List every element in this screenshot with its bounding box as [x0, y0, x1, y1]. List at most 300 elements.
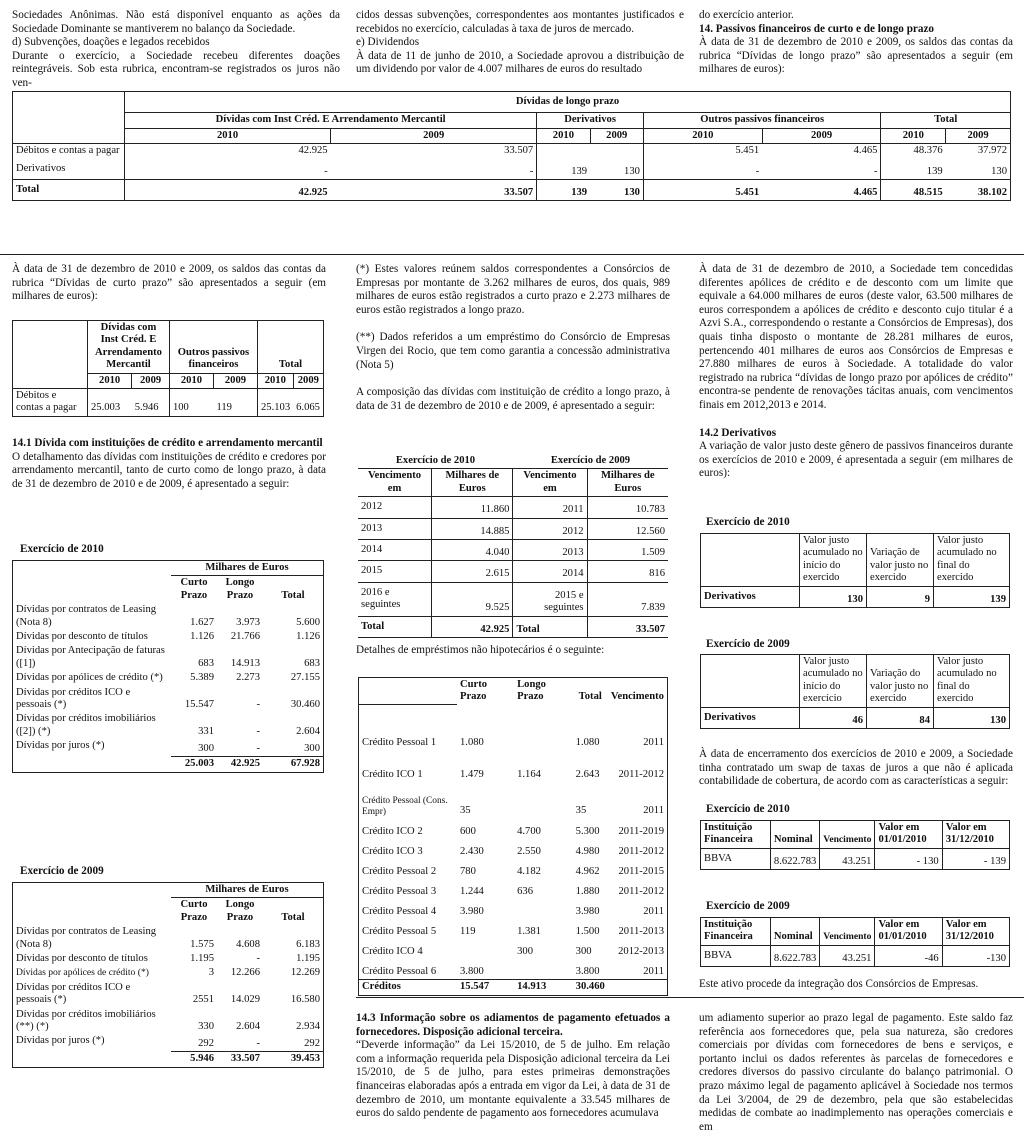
cell: 4.182: [517, 866, 541, 878]
cell: 8.622.783: [770, 945, 819, 966]
cell: 3.980: [575, 906, 600, 918]
cell: 42.925: [125, 180, 331, 201]
footnote: (*) Estes valores reúnem saldos correspondentes a Consórcios de Empresas por montante de 3.262 milhares de euros, dos quais, 989 milhares de euros estão registrados a curto prazo e 2.273 milhares de euros estão registrados a longo prazo.: [356, 263, 670, 316]
col-header: Vencimento: [610, 691, 664, 703]
table-row: [359, 783, 668, 819]
cell: 2011: [643, 965, 664, 977]
paragraph: À data de 31 de dezembro de 2010 e 2009, os saldos das contas da rubrica “Dívidas de longo prazo” são apresentados a seguir (em milhares de euros):: [699, 36, 1013, 76]
table-row: [359, 900, 668, 920]
cell: 2013: [513, 540, 587, 561]
total-row: [13, 1052, 324, 1067]
cell: 2014: [513, 561, 587, 582]
col-header: Vencimento em: [513, 469, 587, 497]
cell: -: [256, 953, 260, 965]
cell: 39.453: [263, 1052, 324, 1067]
subheading: d) Subvenções, doações e legados recebidos: [12, 36, 210, 49]
cell: 37.972: [946, 144, 1011, 159]
right-credit-text: [699, 263, 1013, 481]
table-row: [359, 840, 668, 860]
cell: -: [762, 159, 881, 180]
loans-table: [358, 677, 668, 996]
cell: 2012-2013: [618, 946, 664, 958]
cell: 2012: [513, 518, 587, 539]
table-row: [13, 686, 324, 713]
col-header: Nominal: [770, 918, 819, 946]
table-row: [13, 389, 324, 417]
header: Exercício de 2010: [395, 455, 476, 466]
derivatives-2009-table: [700, 654, 1010, 729]
cell: [514, 705, 573, 751]
col-header: Variação do valor justo no exercido: [867, 655, 934, 708]
col-header: Valor justo acumulado no início do exercício: [800, 655, 867, 708]
cell: 2.643: [575, 769, 600, 781]
cell: 30.460: [573, 980, 608, 995]
table-row: [13, 1034, 324, 1051]
cell: 2011-2012: [618, 769, 664, 781]
cell: 2.615: [432, 561, 513, 582]
col-header: Variação de valor justo no exercido: [867, 534, 934, 587]
cell: 2016 e seguintes: [358, 582, 432, 616]
cell: [608, 980, 668, 995]
cell: 2.604: [296, 725, 320, 737]
cell: 2.934: [296, 1021, 320, 1033]
cell: 43.251: [820, 848, 875, 869]
cell: 139: [926, 165, 943, 177]
cell: 816: [587, 561, 668, 582]
swap-2009-table: [700, 917, 1010, 967]
cell: 33.507: [217, 1052, 263, 1067]
cell: 42.925: [432, 616, 513, 637]
cell: 6.183: [296, 938, 320, 950]
row-label: Dívidas por créditos ICO e pessoais (*): [16, 981, 131, 1006]
section-heading: 14.2 Derivativos: [699, 426, 777, 439]
col-header: Total: [578, 691, 602, 703]
cell: 2015 e seguintes: [513, 582, 587, 616]
row-label: Crédito Pessoal 3: [362, 886, 437, 898]
cell: 3: [208, 967, 214, 979]
cell: 3.973: [236, 616, 260, 628]
table-row: [13, 739, 324, 756]
year-header: 2009: [762, 128, 881, 143]
cell: 25.003: [88, 389, 132, 417]
middle-notes: [356, 263, 670, 413]
table-row: [13, 644, 324, 671]
left-intro: [12, 263, 326, 304]
cell: 4.608: [236, 938, 260, 950]
table-caption: Exercício de 2010: [706, 803, 790, 815]
cell: 330: [198, 1021, 214, 1033]
debt-2010-table: [12, 560, 324, 773]
cell: 1.381: [517, 926, 541, 938]
table-row: [358, 582, 668, 616]
top-col-1: [12, 9, 340, 91]
cell: 2015: [358, 561, 432, 582]
cell: -: [755, 165, 760, 177]
cell: 7.839: [587, 582, 668, 616]
swap-text: [699, 748, 1013, 789]
row-label: Dívidas por créditos imobiliários ([2]) (*): [16, 713, 156, 737]
paragraph: cidos dessas subvenções, correspondentes aos montantes justificados e recebidos no exercício, calculadas à taxa de juros de mercado.: [356, 9, 684, 35]
section-heading: 14.1 Dívida com instituições de crédito e arrendamento mercantil: [12, 437, 323, 449]
cell: 292: [198, 1037, 214, 1049]
cell: [537, 144, 590, 159]
cell: 8.622.783: [770, 848, 819, 869]
row-label: Crédito Pessoal 2: [362, 866, 437, 878]
section-divider: [356, 997, 1024, 998]
cell: 12.560: [587, 518, 668, 539]
table-row: [358, 540, 668, 561]
col-header: Longo Prazo: [225, 899, 255, 923]
year-header: 2010: [169, 373, 213, 388]
cell: 2011: [513, 497, 587, 518]
cell: 331: [198, 725, 214, 737]
cell: [457, 940, 514, 960]
cell: 2011: [643, 906, 664, 918]
year-header: 2010: [88, 373, 132, 388]
cell: 15.547: [184, 699, 214, 711]
col-header: Valor justo acumulado no início do exercido: [800, 534, 867, 587]
cell: 600: [460, 826, 476, 838]
cell: 38.102: [946, 180, 1011, 201]
col-header: Curto Prazo: [460, 679, 488, 703]
col-header: Valor em 31/12/2010: [942, 821, 1009, 849]
row-label: Dívidas por créditos ICO e pessoais (*): [16, 686, 131, 711]
cell: - 139: [983, 855, 1006, 867]
table-row: [701, 848, 1010, 869]
row-label: Dívidas por desconto de títulos: [16, 953, 148, 965]
cell: 2011-2012: [618, 846, 664, 858]
row-label: Dívidas por apólices de crédito (*): [16, 672, 163, 684]
paragraph: A composição das dívidas com instituição de crédito a longo prazo, à data de 31 de dezembro de 2010 e de 2009, é apresentado a seguir:: [356, 386, 670, 412]
row-label: Crédito Pessoal 1: [362, 737, 437, 749]
row-label: Dívidas por contratos de Leasing (Nota 8): [16, 604, 157, 628]
cell: 25.103: [257, 389, 293, 417]
year-header: 2009: [946, 128, 1011, 143]
cell: 27.155: [290, 672, 320, 684]
cell: 3.800: [460, 965, 484, 977]
cell: 2011-2015: [618, 866, 664, 878]
cell: 1.164: [517, 769, 541, 781]
col-header: Milhares de Euros: [432, 469, 513, 497]
cell: Total: [513, 616, 587, 637]
table-caption: Exercício de 2009: [706, 638, 790, 650]
year-header: 2010: [881, 128, 946, 143]
cell: 21.766: [230, 631, 260, 643]
cell: 139: [990, 593, 1006, 605]
cell: 292: [304, 1037, 320, 1049]
year-header: 2010: [125, 128, 331, 143]
year-header: 2009: [132, 373, 170, 388]
cell: 14.885: [432, 518, 513, 539]
cell: 1.126: [296, 631, 320, 643]
derivatives-2010-table: [700, 533, 1010, 608]
cell: BBVA: [701, 848, 771, 869]
table-row: [13, 966, 324, 980]
year-header: 2009: [331, 128, 537, 143]
cell: 10.783: [587, 497, 668, 518]
row-label: Débitos e contas a pagar: [13, 389, 88, 417]
cell: 2551: [192, 994, 214, 1006]
row-label: Derivativos: [701, 707, 800, 728]
cell: 5.451: [643, 144, 762, 159]
table-row: [358, 518, 668, 539]
cell: 2011: [643, 805, 664, 817]
cell: 1.126: [190, 631, 214, 643]
cell: -130: [986, 952, 1006, 964]
cell: 300: [575, 946, 592, 958]
cell: 300: [198, 742, 214, 754]
cell: 11.860: [432, 497, 513, 518]
cell: 3.980: [460, 906, 484, 918]
col-header: Nominal: [770, 821, 819, 849]
cell: 1.627: [190, 616, 214, 628]
cell: 139: [537, 180, 590, 201]
cell: [514, 900, 573, 920]
cell: 35: [460, 805, 471, 817]
loans-intro: Detalhes de empréstimos não hipotecários é o seguinte:: [356, 644, 605, 656]
cell: 84: [867, 707, 934, 728]
col-header: Instituição Financeira: [701, 918, 771, 946]
row-label: Derivativos: [13, 159, 125, 180]
cell: 139: [571, 165, 588, 177]
table-row: [13, 1008, 324, 1035]
cell: 9: [867, 586, 934, 607]
row-label: Dívidas por juros (*): [16, 1035, 105, 1047]
cell: -: [256, 725, 260, 737]
row-label: Dívidas por desconto de títulos: [16, 631, 148, 643]
maturity-table: [358, 454, 668, 638]
table-row: [13, 981, 324, 1008]
subheading: e) Dividendos: [356, 36, 420, 49]
cell: 1.880: [575, 886, 600, 898]
group-header: Dívidas com Inst Créd. E Arrendamento Mercantil: [88, 321, 170, 374]
col-header: Vencimento: [820, 918, 875, 946]
cell: 1.195: [296, 953, 320, 965]
table-row: [359, 819, 668, 840]
table-row: [358, 497, 668, 518]
cell: [514, 783, 573, 819]
cell: 5.300: [575, 826, 600, 838]
row-label: Dívidas por créditos imobiliários (**) (*): [16, 1008, 156, 1033]
cell: 14.029: [230, 994, 260, 1006]
cell: 4.980: [575, 846, 600, 858]
cell: 683: [198, 657, 214, 669]
col-header: Instituição Financeira: [701, 821, 771, 849]
table-row: [13, 159, 1011, 180]
table-row: [359, 940, 668, 960]
row-label: Dívidas por Antecipação de faturas ([1]): [16, 645, 165, 669]
cell: 5.946: [171, 1052, 217, 1067]
cell: 2.604: [236, 1021, 260, 1033]
cell: 1.479: [460, 769, 484, 781]
cell: 4.465: [762, 180, 881, 201]
table-row: [701, 586, 1010, 607]
cell: 15.547: [457, 980, 514, 995]
table-row: [13, 712, 324, 739]
paragraph: do exercício anterior.: [699, 9, 794, 21]
cell: 636: [517, 886, 533, 898]
cell: -: [256, 742, 260, 754]
cell: 43.251: [820, 945, 875, 966]
paragraph: Durante o exercício, a Sociedade recebeu diferentes doações reintegráveis. Sob esta rubrica, encontram-se registrados os juros não ven-: [12, 49, 340, 89]
col-header: Total: [281, 589, 305, 601]
paragraph: A variação de valor justo deste gênero de passivos financeiros durante os exercícios de 2010 e 2009, é apresentada a seguir (em milhares de euros):: [699, 440, 1013, 480]
debt-2009-table: [12, 882, 324, 1068]
table-title: Dívidas de longo prazo: [515, 96, 620, 107]
row-label: Créditos: [359, 980, 458, 995]
group-header: Outros passivos financeiros: [169, 321, 257, 374]
cell: 2012: [358, 497, 432, 518]
row-label: Crédito ICO 4: [362, 946, 423, 958]
cell: 48.515: [881, 180, 946, 201]
cell: 780: [460, 866, 476, 878]
cell: 1.080: [575, 737, 600, 749]
cell: 5.389: [190, 672, 214, 684]
swap-2010-table: [700, 820, 1010, 870]
cell: 12.269: [290, 967, 320, 979]
group-header: Outros passivos financeiros: [643, 113, 881, 128]
row-label: Crédito ICO 2: [362, 826, 423, 838]
paragraph: O detalhamento das dívidas com instituições de crédito e credores por arrendamento mercantil, tanto de curto como de longo prazo, à data de 31 de dezembro de 2010 e de 2009, é apresentado a seguir:: [12, 450, 326, 490]
cell: 33.507: [331, 144, 537, 159]
cell: 4.040: [432, 540, 513, 561]
table-row: [358, 561, 668, 582]
cell: 14.913: [514, 980, 573, 995]
paragraph: À data de 11 de junho de 2010, a Sociedade aprovou a distribuição de um dividendo por valor de 4.007 milhares de euros do resultado: [356, 49, 684, 76]
cell: 3.800: [575, 965, 600, 977]
total-row: [13, 757, 324, 772]
table-caption: Exercício de 2010: [20, 543, 104, 555]
cell: 5.451: [643, 180, 762, 201]
paragraph: Sociedades Anônimas. Não está disponível enquanto as ações da Sociedade Dominante se mantiverem no balanço da Sociedade.: [12, 9, 340, 35]
cell: - 130: [875, 848, 942, 869]
group-header: Dívidas com Inst Créd. E Arrendamento Mercantil: [125, 113, 537, 128]
table-row: [13, 671, 324, 685]
col-header: Valor justo acumulado no final do exercido: [934, 534, 1010, 587]
total-row: [13, 180, 1011, 201]
cell: 25.003: [171, 757, 217, 772]
cell: 300: [517, 946, 533, 958]
cell: 2011: [643, 737, 664, 749]
total-row: [359, 980, 668, 995]
year-header: 2010: [643, 128, 762, 143]
row-label: Débitos e contas a pagar: [13, 144, 125, 159]
table-row: [701, 707, 1010, 728]
col-header: Total: [281, 911, 305, 923]
cell: 2014: [358, 540, 432, 561]
total-row: [358, 616, 668, 637]
year-header: 2010: [257, 373, 293, 388]
section-divider: [0, 254, 1024, 255]
cell: -46: [875, 945, 942, 966]
cell: -: [256, 1037, 260, 1049]
cell: 130: [990, 714, 1006, 726]
year-header: 2009: [293, 373, 323, 388]
section-heading: 14. Passivos financeiros de curto e de longo prazo: [699, 22, 935, 35]
cell: 42.925: [217, 757, 263, 772]
cell: 1.080: [460, 737, 484, 749]
cell: -: [331, 159, 537, 180]
cell: -: [324, 165, 328, 177]
cell: 16.580: [290, 994, 320, 1006]
row-label: Crédito ICO 3: [362, 846, 423, 858]
cell: 1.500: [575, 926, 600, 938]
cell: 4.962: [575, 866, 600, 878]
paragraph: “Deverde informação” da Lei 15/2010, de 5 de julho. Em relação com a informação requerida pela Disposição adicional terceira da Lei 15/2010, de 5 de julho, para estes primeiras demonstrações financeiras elaboradas após a entrada em vigor da Lei, à data de 31 de dezembro de 2010, um montante equivalente a 33.545 milhares de euros do saldo pendente de pagamento aos fornecedores acumulava: [356, 1039, 670, 1120]
cell: [590, 144, 643, 159]
cell: 1.575: [190, 938, 214, 950]
paragraph: À data de 31 de dezembro de 2010, a Sociedade tem concedidas diferentes apólices de crédito e de desconto com um limite que equivale a 64.000 milhares de euros (deste valor, 63.500 milhares de euros correspondem a apólices de crédito e desconto cujo titular é a Azvi S.A., correspondendo o restante a Consórcios de Empresas), dos quais tinha disposto o montante de 28.281 milhares de euros, pertencendo 401 milhares de euros aos Consórcios de Empresas e 27.880 milhares de euros à Sociedade. A totalidade do valor registrado na rubrica “dívidas de longo prazo por apólices de crédito” encontra-se pendente de renovações tácitas anuais, com vencimentos finais em 2012,2013 e 2014.: [699, 263, 1013, 411]
group-header: Derivativos: [537, 113, 644, 128]
table-row: [359, 920, 668, 940]
cell: 14.913: [230, 657, 260, 669]
unit-header: Milhares de Euros: [171, 561, 324, 576]
table-caption: Exercício de 2010: [706, 516, 790, 528]
year-header: 2010: [537, 128, 590, 143]
cell: 2.430: [460, 846, 484, 858]
cell: 2011-2019: [618, 826, 664, 838]
section-14-3-continued: [699, 1012, 1013, 1134]
row-label: Crédito Pessoal 5: [362, 926, 437, 938]
col-header: Longo Prazo: [225, 577, 255, 601]
cell: 9.525: [432, 582, 513, 616]
cell: 5.600: [296, 616, 320, 628]
cell: 30.460: [290, 699, 320, 711]
table-row: [13, 952, 324, 966]
cell: 48.376: [881, 144, 946, 159]
table-row: [701, 945, 1010, 966]
origin-note: Este ativo procede da integração dos Consórcios de Empresas.: [699, 978, 979, 990]
row-label: Dívidas por juros (*): [16, 740, 105, 752]
cell: BBVA: [701, 945, 771, 966]
cell: 119: [213, 389, 257, 417]
year-header: 2009: [213, 373, 257, 388]
table-row: [359, 880, 668, 900]
footnote: (**) Dados referidos a um empréstimo do Consórcio de Empresas Virgen dei Rocio, que tem como garantia a concessão administrativa (Nota 5): [356, 331, 670, 371]
cell: 2.550: [517, 846, 541, 858]
paragraph: À data de 31 de dezembro de 2010 e 2009, os saldos das contas da rubrica “Dívidas de curto prazo” são apresentados a seguir (em milhares de euros):: [12, 263, 326, 303]
table-caption: Exercício de 2009: [20, 865, 104, 877]
cell: 42.925: [125, 144, 331, 159]
col-header: Valor em 31/12/2010: [942, 918, 1009, 946]
col-header: Valor em 01/01/2010: [875, 821, 942, 849]
table-row: [359, 751, 668, 783]
short-term-debt-table: [12, 320, 324, 417]
row-label: Crédito Pessoal 4: [362, 906, 437, 918]
cell: -: [256, 699, 260, 711]
row-label: Crédito ICO 1: [362, 769, 423, 781]
unit-header: Milhares de Euros: [171, 883, 324, 898]
col-header: Valor em 01/01/2010: [875, 918, 942, 946]
cell: 5.946: [132, 389, 170, 417]
header: Exercício de 2009: [550, 455, 631, 466]
cell: 300: [304, 742, 320, 754]
row-label: Crédito Pessoal 6: [362, 965, 437, 977]
cell: 67.928: [263, 757, 324, 772]
table-row: [13, 603, 324, 630]
cell: 2013: [358, 518, 432, 539]
cell: 12.266: [230, 967, 260, 979]
col-header: Vencimento: [820, 821, 875, 849]
cell: 2011-2012: [618, 886, 664, 898]
cell: 35: [575, 805, 587, 817]
cell: 2011-2013: [618, 926, 664, 938]
cell: 33.507: [331, 180, 537, 201]
row-label: Total: [13, 180, 125, 201]
cell: 1.195: [190, 953, 214, 965]
col-header: Vencimento em: [358, 469, 432, 497]
cell: 100: [169, 389, 213, 417]
